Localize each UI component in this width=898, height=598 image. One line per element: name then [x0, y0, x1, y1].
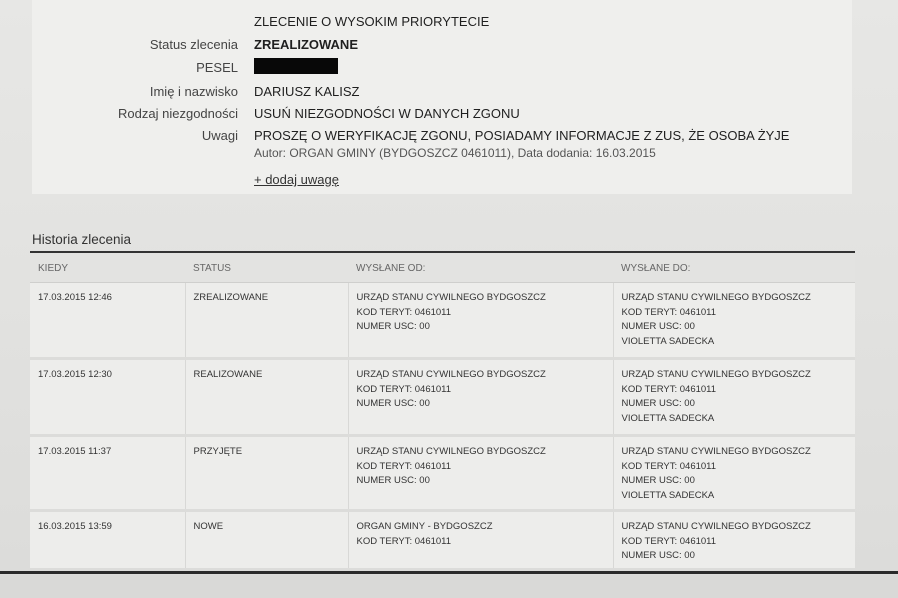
cell-sent-to: [613, 283, 855, 359]
sent-to-line: NUMER USC: 00: [621, 398, 695, 410]
cell-sent-to: [613, 359, 855, 436]
cell-when: 17.03.2015 12:46: [30, 283, 185, 359]
sent-to-line: URZĄD STANU CYWILNEGO BYDGOSZCZ: [621, 369, 811, 380]
pesel-label: PESEL: [196, 60, 238, 75]
sent-to-line: KOD TERYT: 0461011: [621, 535, 717, 547]
sent-from-line: KOD TERYT: 0461011: [356, 535, 452, 547]
priority-text: ZLECENIE O WYSOKIM PRIORYTECIE: [254, 14, 490, 29]
sent-from-line: ORGAN GMINY - BYDGOSZCZ: [356, 521, 493, 532]
notes-value: PROSZĘ O WERYFIKACJĘ ZGONU, POSIADAMY INFORMACJE Z ZUS, ŻE OSOBA ŻYJE: [254, 128, 790, 143]
cell-sent-from: [348, 436, 613, 511]
sent-from-line: URZĄD STANU CYWILNEGO BYDGOSZCZ: [356, 446, 546, 457]
sent-from-line: URZĄD STANU CYWILNEGO BYDGOSZCZ: [356, 369, 546, 380]
sent-from-line: NUMER USC: 00: [356, 475, 430, 487]
history-header-row: [30, 254, 855, 283]
cell-sent-from: [348, 511, 613, 570]
sent-to-line: URZĄD STANU CYWILNEGO BYDGOSZCZ: [621, 446, 811, 457]
sent-from-line: KOD TERYT: 0461011: [356, 383, 452, 395]
discrepancy-type-value: USUŃ NIEZGODNOŚCI W DANYCH ZGONU: [254, 106, 520, 121]
status-value: ZREALIZOWANE: [254, 37, 358, 52]
cell-sent-from: [348, 359, 613, 436]
column-header-status: STATUS: [185, 254, 348, 283]
cell-sent-to: [613, 436, 855, 511]
sent-to-line: URZĄD STANU CYWILNEGO BYDGOSZCZ: [621, 521, 811, 532]
history-title: Historia zlecenia: [32, 232, 132, 247]
sent-to-line: VIOLETTA SADECKA: [621, 490, 715, 502]
sent-to-line: URZĄD STANU CYWILNEGO BYDGOSZCZ: [621, 292, 811, 303]
name-label: Imię i nazwisko: [149, 84, 238, 99]
cell-when: 17.03.2015 11:37: [30, 436, 185, 511]
sent-to-line: KOD TERYT: 0461011: [621, 306, 717, 318]
status-label: Status zlecenia: [149, 37, 238, 52]
sent-to-line: NUMER USC: 00: [621, 475, 695, 487]
sent-from-line: URZĄD STANU CYWILNEGO BYDGOSZCZ: [356, 292, 546, 303]
table-row: [30, 511, 855, 570]
add-note-link[interactable]: + dodaj uwagę: [254, 172, 339, 187]
notes-label: Uwagi: [201, 128, 238, 143]
sent-from-line: NUMER USC: 00: [356, 398, 430, 410]
table-row: [30, 283, 855, 359]
pesel-redacted: [254, 58, 338, 74]
notes-meta: Autor: ORGAN GMINY (BYDGOSZCZ 0461011), Data dodania: 16.03.2015: [254, 146, 656, 160]
cell-sent-from: [348, 283, 613, 359]
cell-status: ZREALIZOWANE: [185, 283, 348, 359]
sent-from-line: NUMER USC: 00: [356, 321, 430, 333]
cell-when: 16.03.2015 13:59: [30, 511, 185, 570]
cell-sent-to: [613, 511, 855, 570]
history-divider: [30, 251, 855, 253]
sent-to-line: NUMER USC: 00: [621, 550, 695, 562]
column-header-sent-to: WYSŁANE DO:: [613, 254, 855, 283]
cell-status: NOWE: [185, 511, 348, 570]
cell-when: 17.03.2015 12:30: [30, 359, 185, 436]
sent-to-line: KOD TERYT: 0461011: [621, 383, 717, 395]
name-value: DARIUSZ KALISZ: [254, 84, 360, 99]
table-row: [30, 359, 855, 436]
sent-to-line: KOD TERYT: 0461011: [621, 460, 717, 472]
sent-to-line: VIOLETTA SADECKA: [621, 413, 715, 425]
sent-to-line: NUMER USC: 00: [621, 321, 695, 333]
cell-status: REALIZOWANE: [185, 359, 348, 436]
cell-status: PRZYJĘTE: [185, 436, 348, 511]
sent-from-line: KOD TERYT: 0461011: [356, 306, 452, 318]
discrepancy-type-label: Rodzaj niezgodności: [118, 106, 238, 121]
column-header-when: KIEDY: [30, 254, 185, 283]
page-bottom-rule: [0, 571, 898, 574]
history-table: [30, 254, 855, 571]
column-header-sent-from: WYSŁANE OD:: [348, 254, 613, 283]
sent-to-line: VIOLETTA SADECKA: [621, 336, 715, 348]
table-row: [30, 436, 855, 511]
sent-from-line: KOD TERYT: 0461011: [356, 460, 452, 472]
